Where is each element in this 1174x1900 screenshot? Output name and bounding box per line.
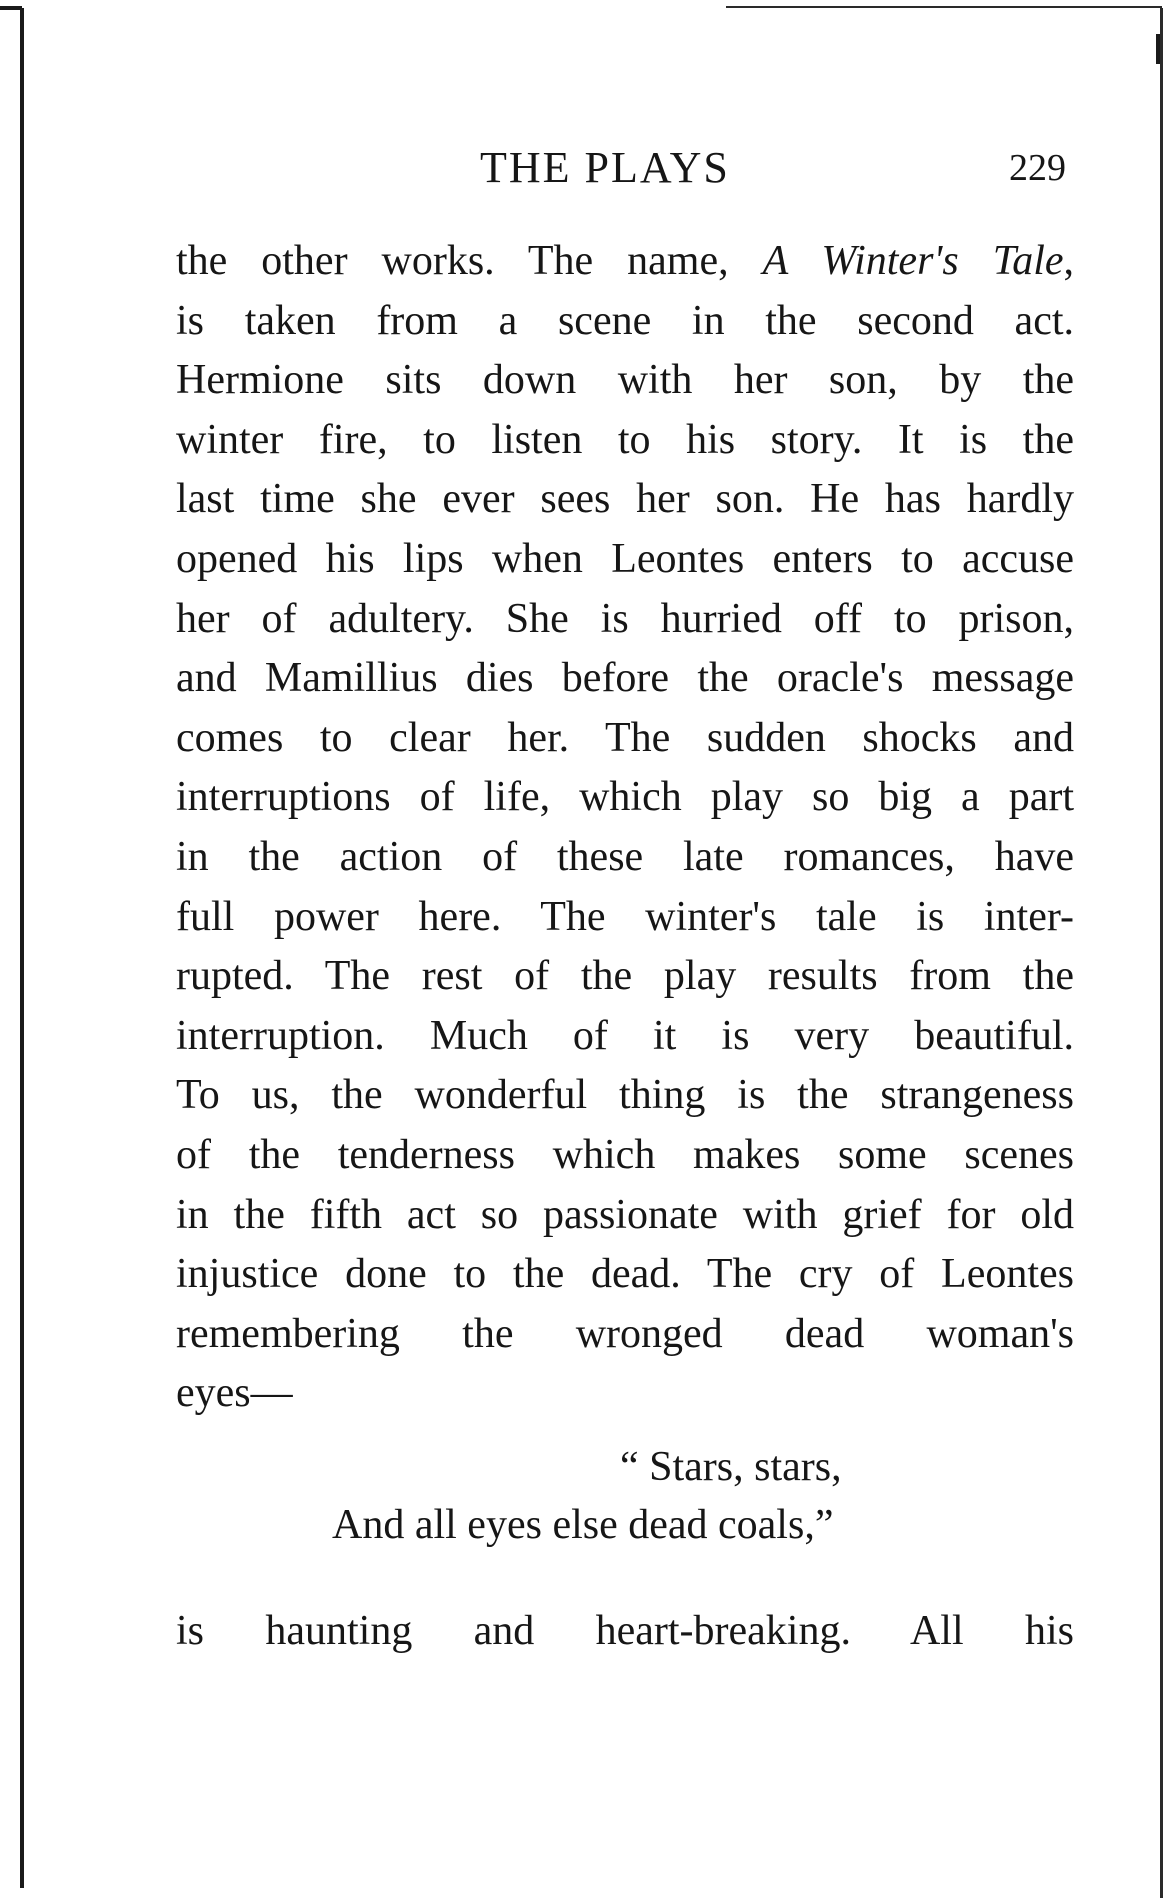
scan-edge-mark: [0, 6, 22, 10]
text-line: interruptions of life, which play so big a part: [176, 774, 1074, 821]
text-line: her of adultery. She is hurried off to prison,: [176, 595, 1074, 642]
running-title: THE PLAYS: [480, 143, 730, 192]
text-line: is haunting and heart-breaking. All his: [176, 1608, 1074, 1654]
text-line: comes to clear her. The sudden shocks and: [176, 714, 1074, 761]
text-line: interruption. Much of it is very beautiful.: [176, 1012, 1074, 1059]
text-line: rupted. The rest of the play results from the: [176, 953, 1074, 1000]
text-line: winter fire, to listen to his story. It is the: [176, 416, 1074, 463]
text-line: in the fifth act so passionate with grief for old: [176, 1191, 1074, 1238]
body-paragraph: [176, 232, 1074, 1424]
scan-edge-left: [20, 8, 24, 1888]
text-line: full power here. The winter's tale is inter-: [176, 893, 1074, 940]
scan-edge-top: [726, 6, 1162, 8]
scan-edge-right: [1160, 8, 1163, 1898]
page-number: 229: [1009, 147, 1066, 189]
text-line: To us, the wonderful thing is the strangeness: [176, 1072, 1074, 1119]
text-line: of the tenderness which makes some scenes: [176, 1131, 1074, 1178]
text-line: Hermione sits down with her son, by the: [176, 357, 1074, 404]
page-header: [176, 142, 1074, 202]
text-line: the other works. The name, A Winter's Tale,: [176, 238, 1075, 284]
text-line: eyes—: [176, 1370, 293, 1417]
text-line: and Mamillius dies before the oracle's message: [176, 655, 1074, 702]
text-line: remembering the wronged dead woman's: [176, 1310, 1074, 1357]
text-line: injustice done to the dead. The cry of Leontes: [176, 1251, 1074, 1298]
verse-quotation: [176, 1438, 1074, 1554]
quote-line: And all eyes else dead coals,”: [332, 1502, 834, 1548]
text-line: in the action of these late romances, have: [176, 833, 1074, 880]
continuation-paragraph: [176, 1602, 1074, 1662]
quote-line: “ Stars, stars,: [620, 1444, 842, 1490]
text-line: last time she ever sees her son. He has hardly: [176, 476, 1074, 523]
play-title: A Winter's Tale: [762, 238, 1064, 284]
text-line: opened his lips when Leontes enters to accuse: [176, 535, 1074, 582]
text-line: is taken from a scene in the second act.: [176, 297, 1074, 344]
